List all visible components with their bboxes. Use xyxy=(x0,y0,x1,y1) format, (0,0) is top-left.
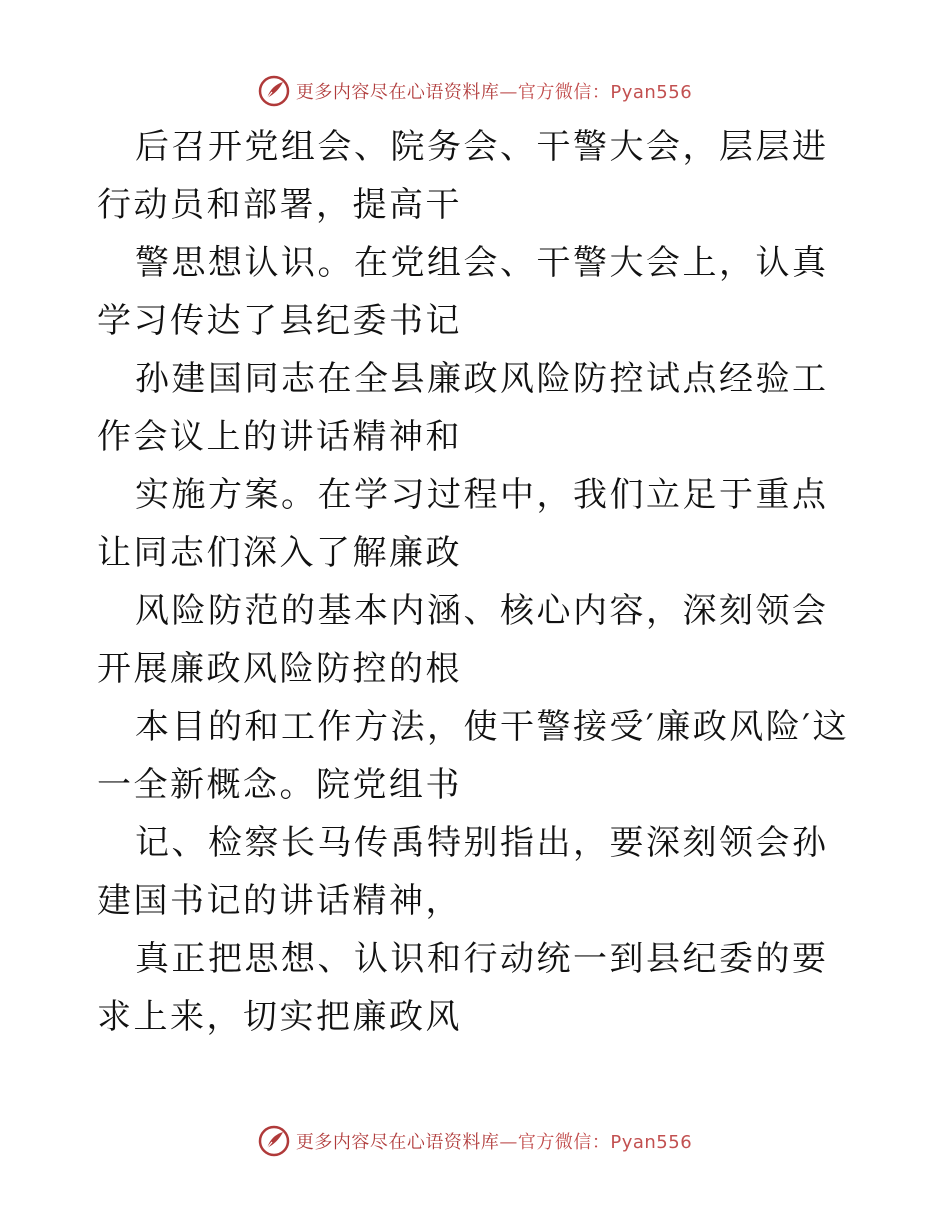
paragraph: 本目的和工作方法，使干警接受′廉政风险′这一全新概念。院党组书 xyxy=(97,707,849,805)
feather-pen-logo-icon xyxy=(258,1125,290,1157)
watermark-official-label: 官方微信： xyxy=(517,1132,611,1153)
watermark-handle: Pyan556 xyxy=(610,82,693,103)
feather-pen-logo-icon xyxy=(258,75,290,107)
paragraph: 风险防范的基本内涵、核心内容，深刻领会开展廉政风险防控的根 xyxy=(97,591,829,689)
watermark-dash: — xyxy=(499,82,518,103)
watermark-site-text: 更多内容尽在心语资料库 xyxy=(295,82,500,103)
paragraph: 真正把思想、认识和行动统一到县纪委的要求上来，切实把廉政风 xyxy=(97,939,829,1037)
watermark-official-label: 官方微信： xyxy=(517,82,611,103)
watermark-site-text: 更多内容尽在心语资料库 xyxy=(295,1132,500,1153)
paragraph: 警思想认识。在党组会、干警大会上，认真学习传达了县纪委书记 xyxy=(97,243,829,341)
watermark-text xyxy=(296,1128,692,1154)
paragraph: 记、检察长马传禹特别指出，要深刻领会孙建国书记的讲话精神， xyxy=(97,823,829,921)
header-watermark xyxy=(0,71,950,111)
document-body xyxy=(97,118,857,1046)
watermark-text xyxy=(296,78,692,104)
paragraph: 孙建国同志在全县廉政风险防控试点经验工作会议上的讲话精神和 xyxy=(97,359,829,457)
footer-watermark xyxy=(0,1121,950,1161)
watermark-dash: — xyxy=(499,1132,518,1153)
watermark-handle: Pyan556 xyxy=(610,1132,693,1153)
paragraph: 实施方案。在学习过程中，我们立足于重点让同志们深入了解廉政 xyxy=(97,475,829,573)
paragraph: 后召开党组会、院务会、干警大会，层层进行动员和部署，提高干 xyxy=(97,127,829,225)
